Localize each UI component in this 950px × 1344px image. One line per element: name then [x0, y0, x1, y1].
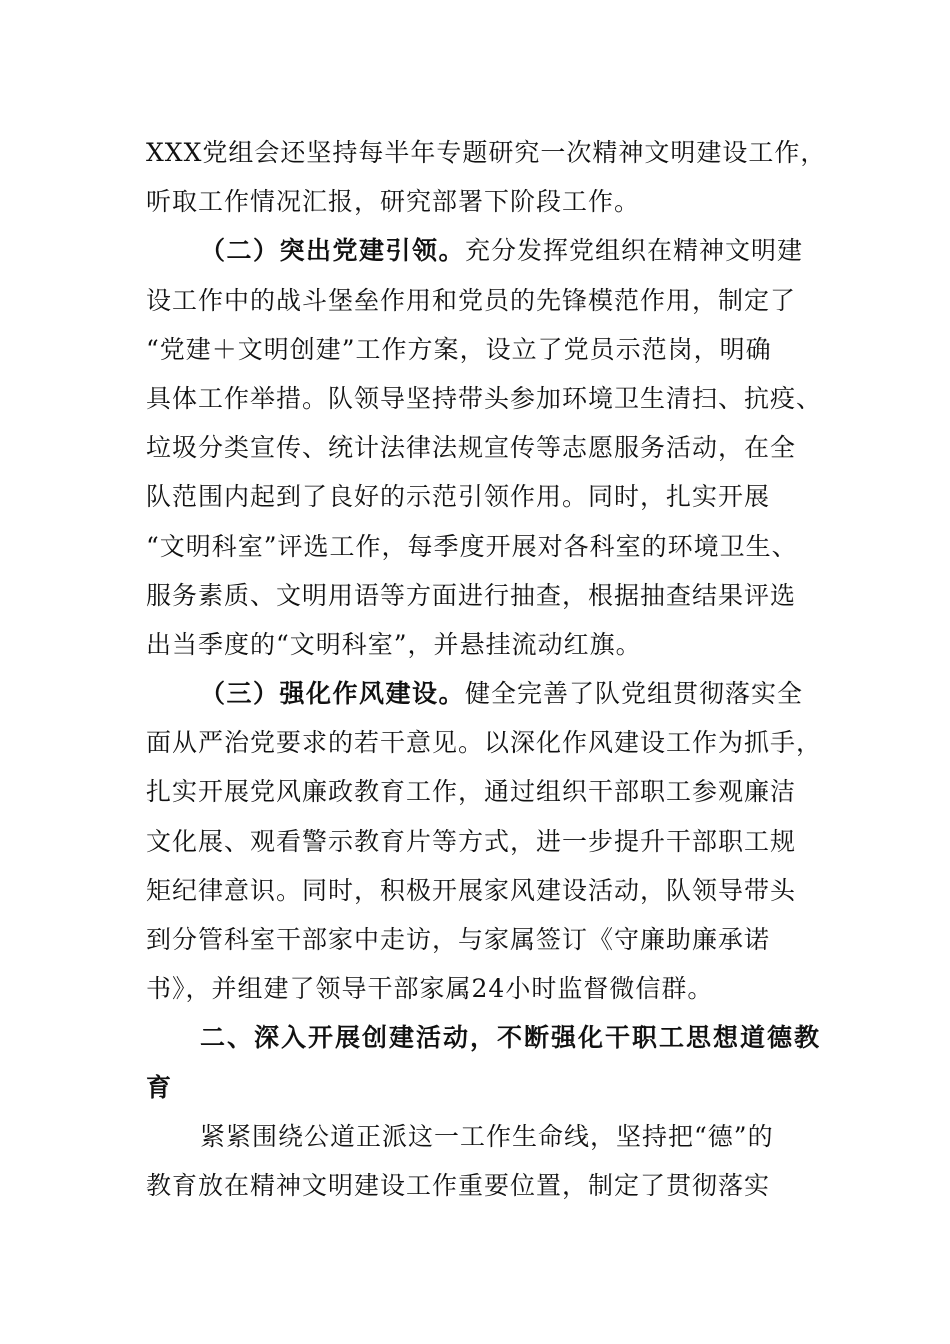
paragraph-text: 出当季度的“文明科室”，并悬挂流动红旗。: [146, 629, 642, 659]
text-line: [146, 276, 796, 325]
chapter-heading: 育: [146, 1072, 174, 1102]
paragraph-first-line: [146, 1112, 796, 1161]
text-line: [146, 817, 796, 866]
paragraph-text: 队范围内起到了良好的示范引领作用。同时，扎实开展: [146, 482, 771, 512]
paragraph-text: 具体工作举措。队领导坚持带头参加环境卫生清扫、抗疫、: [146, 383, 823, 413]
paragraph-text: 扎实开展党风廉政教育工作，通过组织干部职工参观廉洁: [146, 777, 797, 807]
paragraph-text: 矩纪律意识。同时，积极开展家风建设活动，队领导带头: [146, 875, 797, 905]
paragraph-text: XXX党组会还坚持每半年专题研究一次精神文明建设工作，: [146, 138, 827, 167]
paragraph-text: 书》，并组建了领导干部家属24小时监督微信群。: [146, 974, 714, 1004]
paragraph-text: 文化展、观看警示教育片等方式，进一步提升干部职工规: [146, 826, 797, 856]
paragraph-text: 教育放在精神文明建设工作重要位置，制定了贯彻落实: [146, 1170, 771, 1200]
text-line: [146, 128, 827, 177]
section-3-first-line: [146, 669, 804, 718]
text-line: [146, 522, 796, 571]
chapter-heading-line: [146, 1063, 796, 1112]
paragraph-text: 健全完善了队党组贯彻落实全: [465, 679, 804, 709]
section-heading-bold: （二）突出党建引领。: [200, 236, 466, 266]
text-line: [146, 964, 796, 1013]
text-line: [146, 620, 796, 669]
paragraph-text: 设工作中的战斗堡垒作用和党员的先锋模范作用，制定了: [146, 285, 797, 315]
paragraph-text: 紧紧围绕公道正派这一工作生命线，坚持把“德”的: [200, 1121, 774, 1151]
paragraph-text: 听取工作情况汇报，研究部署下阶段工作。: [146, 187, 641, 217]
chapter-heading-line: [146, 1013, 822, 1062]
text-line: [146, 1161, 796, 1210]
text-line: [146, 177, 796, 226]
paragraph-text: 垃圾分类宣传、统计法律法规宣传等志愿服务活动，在全: [146, 433, 797, 463]
text-line: [146, 718, 823, 767]
paragraph-text: “党建＋文明创建”工作方案，设立了党员示范岗，明确: [146, 334, 772, 364]
paragraph-text: 服务素质、文明用语等方面进行抽查，根据抽查结果评选: [146, 580, 797, 610]
text-line: [146, 423, 796, 472]
document-body: [146, 128, 827, 1210]
chapter-heading: 二、深入开展创建活动，不断强化干职工思想道德教: [200, 1023, 822, 1053]
text-line: [146, 571, 796, 620]
section-heading-bold: （三）强化作风建设。: [200, 679, 466, 709]
text-line: [146, 374, 823, 423]
text-line: [146, 325, 796, 374]
text-line: [146, 866, 796, 915]
text-line: [146, 472, 796, 521]
paragraph-text: 充分发挥党组织在精神文明建: [465, 236, 804, 266]
paragraph-text: 到分管科室干部家中走访，与家属签订《守廉助廉承诺: [146, 925, 771, 954]
section-2-first-line: [146, 226, 804, 275]
text-line: [146, 767, 796, 816]
paragraph-text: 面从严治党要求的若干意见。以深化作风建设工作为抓手，: [146, 728, 823, 758]
paragraph-text: “文明科室”评选工作，每季度开展对各科室的环境卫生、: [146, 531, 798, 561]
text-line: [146, 915, 796, 964]
